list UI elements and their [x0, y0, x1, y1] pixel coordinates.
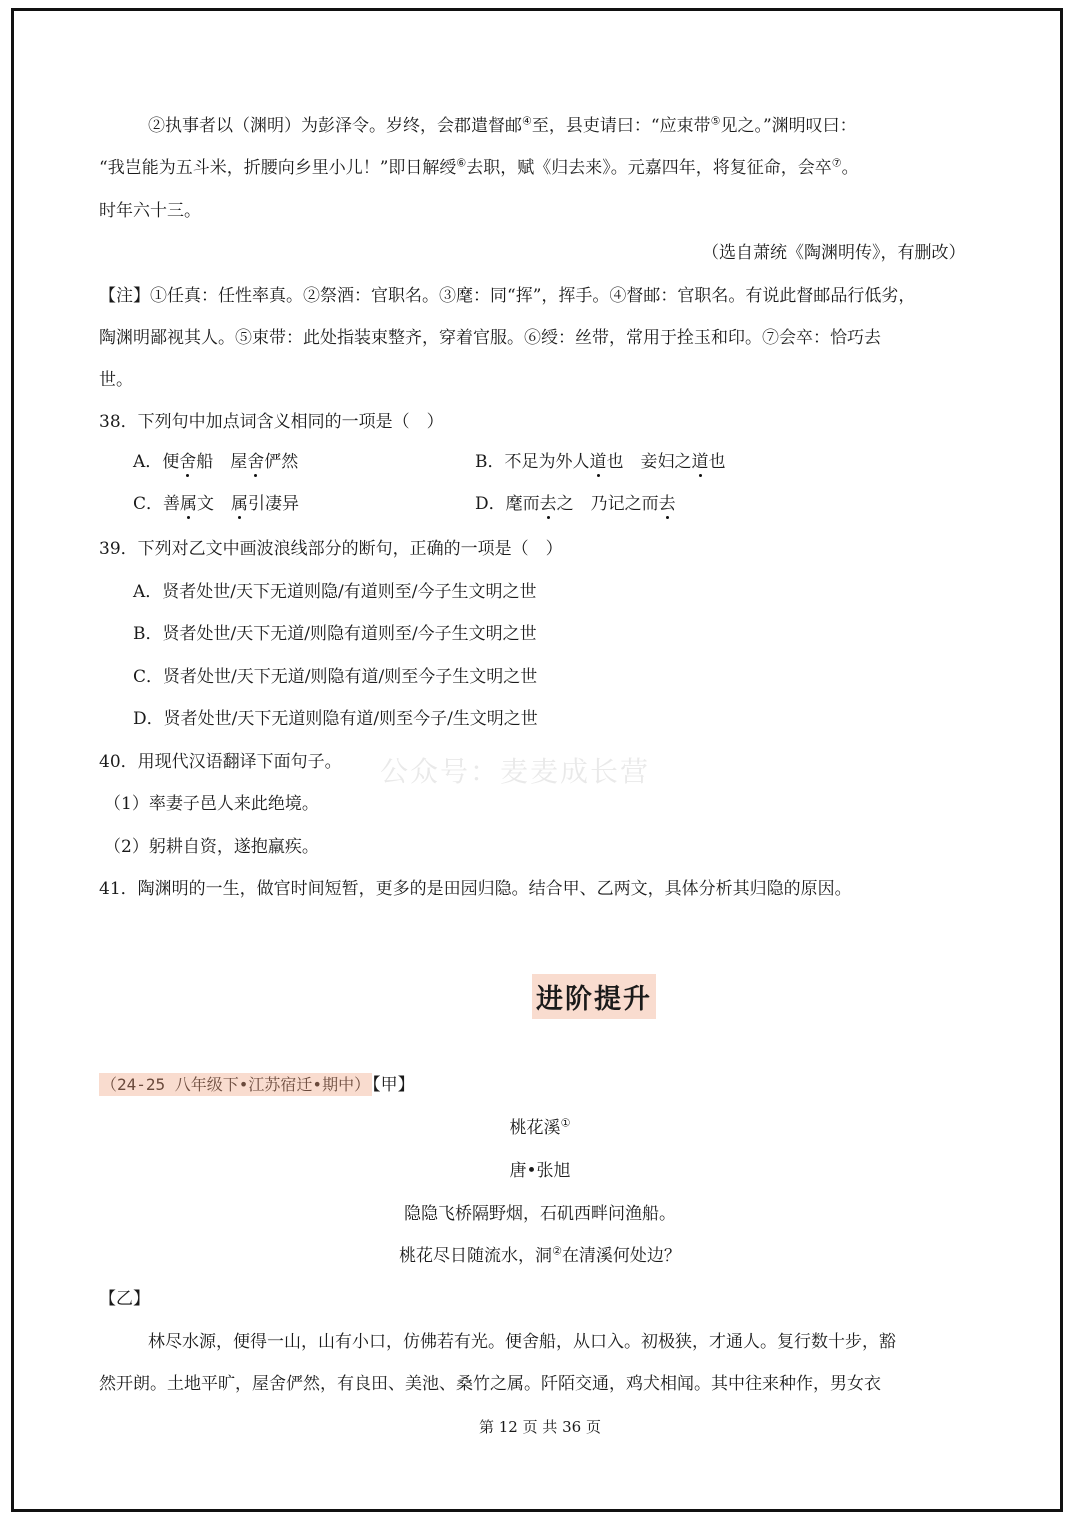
q40-sentence-1: （1）率妻子邑人来此绝境。 — [104, 794, 319, 814]
q39-option-b: B．贤者处世/天下无道/则隐有道则至/今子生文明之世 — [133, 624, 537, 644]
yi-passage-line: 林尽水源，便得一山，山有小口，仿佛若有光。便舍船，从口入。初极狭，才通人。复行数十步，豁 — [148, 1332, 896, 1352]
emphasis-dot-char: 去 — [539, 494, 557, 514]
notes-line: 世。 — [99, 370, 133, 390]
emphasis-dot-char: 道 — [691, 452, 709, 472]
q39-option-a: A．贤者处世/天下无道则隐/有道则至/今子生文明之世 — [133, 582, 537, 602]
poem-line: 隐隐飞桥隔野烟，石矶西畔问渔船。 — [404, 1204, 676, 1224]
passage-line: 时年六十三。 — [99, 201, 201, 221]
emphasis-dot-char: 属 — [180, 494, 198, 514]
yi-passage-line: 然开朗。土地平旷，屋舍俨然，有良田、美池、桑竹之属。阡陌交通，鸡犬相闻。其中往来种作，男女衣 — [99, 1374, 881, 1394]
emphasis-dot-char: 舍 — [247, 452, 265, 472]
yi-label: 【乙】 — [99, 1289, 150, 1309]
q39-option-c: C．贤者处世/天下无道/则隐有道/则至今子生文明之世 — [133, 667, 538, 687]
q38-option-a: A．便舍船 屋舍俨然 — [133, 452, 299, 472]
question-41-stem: 41．陶渊明的一生，做官时间短暂，更多的是田园归隐。结合甲、乙两文，具体分析其归隐的原因。 — [99, 879, 852, 899]
page-footer: 第 12 页 共 36 页 — [478, 1418, 601, 1436]
passage-line: “我岂能为五斗米，折腰向乡里小儿！”即日解绶⑥去职，赋《归去来》。元嘉四年，将复征命，会卒⑦。 — [99, 156, 859, 178]
poem-author: 唐•张旭 — [509, 1161, 571, 1181]
emphasis-dot-char: 去 — [658, 494, 676, 514]
question-40-stem: 40．用现代汉语翻译下面句子。 — [99, 752, 342, 772]
watermark-text: 公众号：麦麦成长营 — [380, 755, 651, 788]
source-tag: （24-25 八年级下•江苏宿迁•期中） — [101, 1075, 371, 1094]
emphasis-dot-char: 属 — [231, 494, 249, 514]
q40-sentence-2: （2）躬耕自资，遂抱羸疾。 — [104, 837, 319, 857]
q38-option-b: B．不足为外人道也 妾妇之道也 — [475, 452, 726, 472]
notes-line: 【注】①任真：任性率真。②祭酒：官职名。③麾：同“挥”，挥手。④督邮：官职名。有说此督邮品行低劣， — [99, 286, 916, 306]
poem-title: 桃花溪① — [509, 1116, 571, 1138]
section-title: 进阶提升 — [532, 974, 656, 1019]
q38-option-d: D．麾而去之 乃记之而去 — [475, 494, 676, 514]
question-39-stem: 39．下列对乙文中画波浪线部分的断句，正确的一项是（ ） — [99, 539, 563, 559]
passage-line: ②执事者以（渊明）为彭泽令。岁终，会郡遣督邮④至，县吏请曰：“应束带⑤见之。”渊明叹曰： — [148, 114, 857, 136]
q38-option-c: C．善属文 属引凄异 — [133, 494, 300, 514]
emphasis-dot-char: 道 — [589, 452, 607, 472]
advanced-header: （24-25 八年级下•江苏宿迁•期中） 【甲】 — [101, 1075, 415, 1095]
emphasis-dot-char: 舍 — [179, 452, 197, 472]
question-38-stem: 38．下列句中加点词含义相同的一项是（ ） — [99, 412, 444, 432]
passage-source: （选自萧统《陶渊明传》，有删改） — [702, 243, 966, 263]
q39-option-d: D．贤者处世/天下无道则隐有道/则至今子/生文明之世 — [133, 709, 538, 729]
poem-line: 桃花尽日随流水，洞②在清溪何处边？ — [399, 1244, 681, 1266]
notes-line: 陶渊明鄙视其人。⑤束带：此处指装束整齐，穿着官服。⑥绶：丝带，常用于拴玉和印。⑦会卒：恰巧去 — [99, 328, 881, 348]
